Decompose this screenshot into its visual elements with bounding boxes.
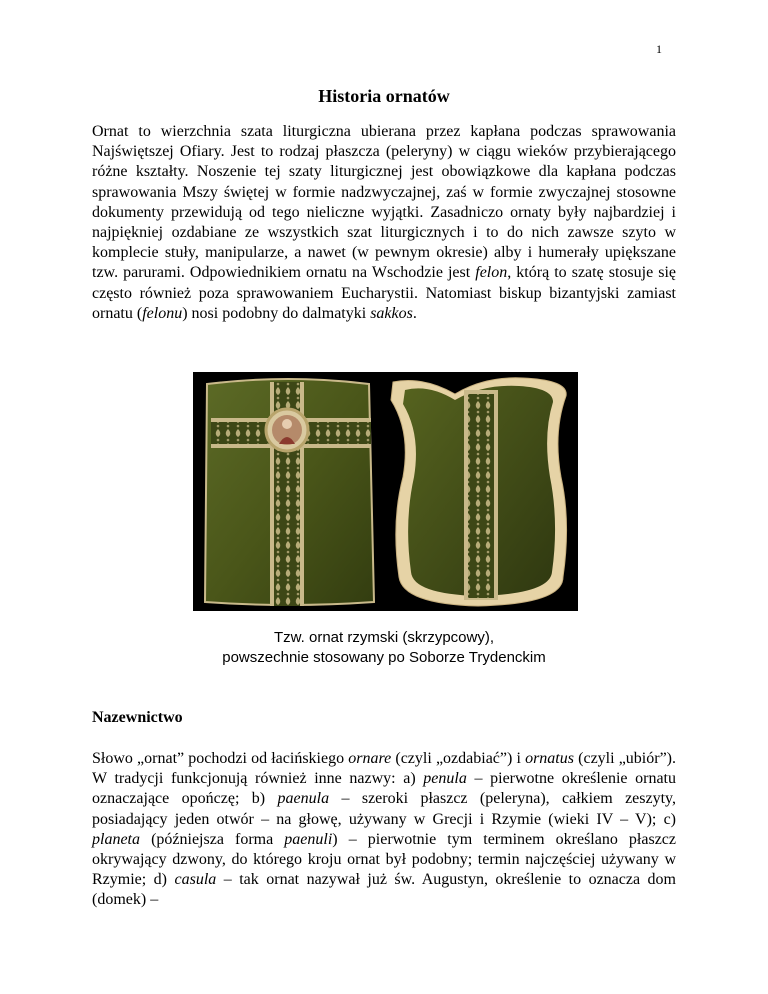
text-run: Ornat to wierzchnia szata liturgiczna ubierana przez kapłana podczas sprawowania Najświętszej Ofiary. Jest to rodzaj płaszcza (peleryny) w ciągu wieków przybierającego różne kształty. Noszenie tej szaty liturgicznej jest obowiązkowe dla kapłana podczas sprawowania Mszy świętej w formie nadzwyczajnej, zaś w formie zwyczajnej stosowne dokumenty przewidują od tego nieliczne wyjątki. Zasadniczo ornaty były najbardziej i najpiękniej ozdabiane ze wszystkich szat liturgicznych i to do nich zawsze szyto w komplecie stuły, manipularze, a nawet (w pewnym okresie) alby i humerały upiększane tzw. parurami. Odpowiednikiem ornatu na Wschodzie jest — [92, 123, 676, 282]
caption-line-2: powszechnie stosowany po Soborze Trydenckim — [222, 649, 546, 666]
text-run: (późniejsza forma — [140, 830, 285, 848]
italic-term: ornatus — [525, 750, 574, 767]
italic-term: paenula — [277, 790, 330, 808]
text-run: Słowo „ornat” pochodzi od łacińskiego — [92, 750, 349, 767]
italic-term: ornare — [348, 750, 392, 767]
text-run: (czyli „ozdabiać”) i — [391, 750, 526, 767]
italic-term: felon — [475, 264, 508, 282]
chasuble-back-image — [205, 379, 374, 606]
chasuble-photo — [193, 372, 578, 611]
intro-paragraph — [92, 122, 676, 324]
text-run: . — [412, 304, 417, 322]
text-run: – pierwotne określenie ornatu oznaczające opończę; b) — [92, 770, 677, 808]
page-number: 1 — [656, 42, 662, 56]
chasuble-front-image — [391, 378, 567, 606]
italic-term: penula — [423, 770, 467, 788]
text-run: ) nosi podobny do dalmatyki — [182, 304, 371, 322]
text-run: , którą to szatę stosuje się często również poza sprawowaniem Eucharystii. Natomiast biskup bizantyjski zamiast ornatu ( — [92, 264, 677, 322]
italic-term: casula — [174, 871, 217, 889]
figure-caption — [0, 628, 768, 668]
italic-term: felonu — [142, 304, 183, 322]
text-run: ) – pierwotnie tym terminem określano płaszcz okrywający dzwony, do którego kroju ornat był podobny; termin najczęściej używany w Rzymie; d) — [92, 830, 676, 889]
nomenclature-paragraph — [92, 749, 676, 911]
italic-term: paenuli — [284, 830, 333, 848]
text-run: (czyli „ubiór”). W tradycji funkcjonują również inne nazwy: a) — [92, 750, 677, 788]
text-run: – szeroki płaszcz (peleryna), całkiem zeszyty, posiadający jeden otwór – na głowę, używany w Grecji i Rzymie (wieki IV – V); c) — [92, 790, 676, 828]
caption-line-1: Tzw. ornat rzymski (skrzypcowy), — [273, 629, 495, 646]
italic-term: planeta — [92, 830, 140, 848]
page-title: Historia ornatów — [318, 86, 450, 106]
italic-term: sakkos — [370, 304, 413, 322]
text-run: – tak ornat nazywał już św. Augustyn, określenie to oznacza dom (domek) – — [92, 871, 676, 909]
section-heading: Nazewnictwo — [92, 709, 183, 726]
